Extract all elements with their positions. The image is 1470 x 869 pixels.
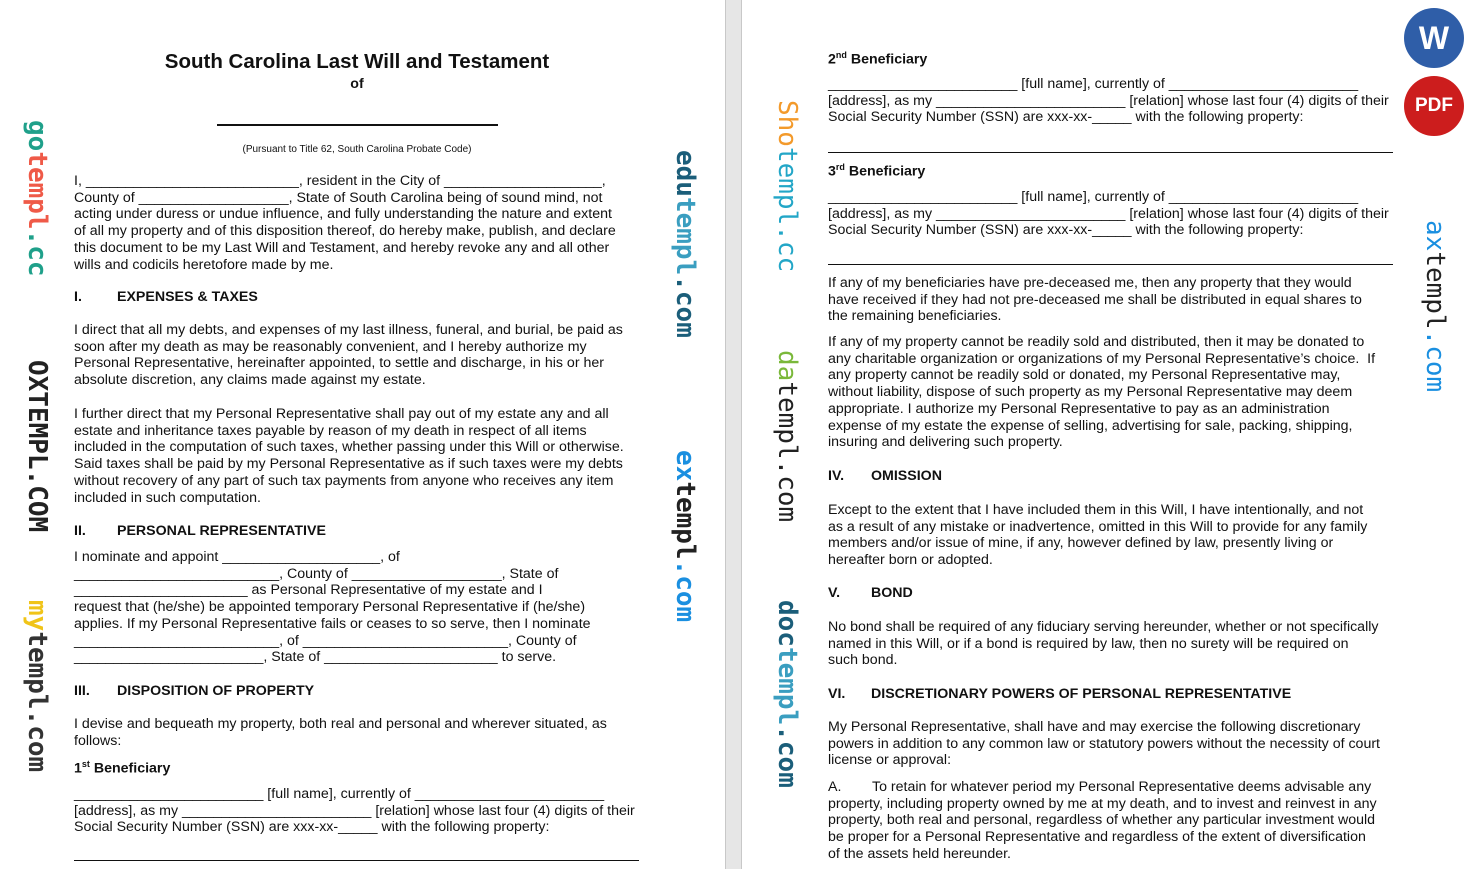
- s1p2-line: I further direct that my Personal Representative shall pay out of my estate any and all: [74, 406, 609, 422]
- intro-line: this document to be my Last Will and Testament, and hereby revoke any and all other: [74, 239, 610, 256]
- donation-line: without liability, dispose of such property as my Personal Representative may deem: [828, 384, 1353, 401]
- s2p1-line: ______________________ as Personal Representative of my estate and I: [74, 582, 543, 599]
- bond-line: named in this Will, or if a bond is required by law, then no surety will be required on: [828, 635, 1349, 652]
- item-a-number: A.: [828, 779, 842, 795]
- s3p1-line: I devise and bequeath my property, both real and personal and wherever situated, as: [74, 716, 607, 732]
- s1p1-line: soon after my death as may be reasonably convenient, and I hereby authorize my: [74, 338, 587, 355]
- s1p1-line: I direct that all my debts, and expenses of my last illness, funeral, and burial, be paid as: [74, 322, 623, 338]
- beneficiary-ord: 1: [74, 760, 82, 777]
- beneficiary-sup: rd: [835, 162, 845, 172]
- beneficiary-label: Beneficiary: [846, 51, 928, 68]
- beneficiary-label: Beneficiary: [844, 163, 926, 180]
- watermark-doctempl: doctempl.com: [772, 600, 802, 788]
- word-icon: W: [1418, 19, 1450, 56]
- subtitle: (Pursuant to Title 62, South Carolina Probate Code): [242, 144, 472, 155]
- pdf-icon: PDF: [1415, 95, 1453, 116]
- section-title: EXPENSES & TAXES: [117, 289, 258, 305]
- title-of: of: [350, 76, 364, 92]
- word-format-badge[interactable]: [1404, 8, 1464, 68]
- beneficiary-3-heading: [828, 162, 925, 180]
- watermark-oxtempl: OXTEMPL.COM: [22, 360, 52, 533]
- beneficiary-1-heading: [74, 759, 170, 777]
- s1p1-line: Personal Representative, hereinafter appointed, to settle and discharge, in his or her: [74, 355, 604, 372]
- section-personal-representative: [74, 523, 326, 539]
- ben1-line: [address], as my ________________________ [relation] whose last four (4) digits of their: [74, 802, 635, 819]
- item-a-line: property, both real and personal, regardless of whether any particular investment would: [828, 812, 1376, 829]
- page-gutter: [725, 0, 742, 869]
- omission-line: hereafter born or adopted.: [828, 552, 993, 569]
- section-number: II.: [74, 523, 86, 539]
- ben1-line: ________________________ [full name], currently of ________________________: [74, 786, 605, 802]
- donation-line: If any of my property cannot be readily sold and distributed, then it may be donated to: [828, 334, 1365, 350]
- section-expenses-taxes: [74, 289, 258, 305]
- name-line: [217, 124, 498, 126]
- ben3-line: ________________________ [full name], currently of ________________________: [828, 189, 1359, 205]
- s2p1-line: ________________________, State of ______________________ to serve.: [74, 649, 557, 666]
- section-number: I.: [74, 289, 82, 305]
- section-title: DISCRETIONARY POWERS OF PERSONAL REPRESENTATIVE: [871, 686, 1292, 702]
- watermark-edutempl: edutempl.com: [670, 150, 700, 338]
- item-a-line: To retain for whatever period my Personal Representative deems advisable any: [872, 779, 1372, 795]
- watermark-extempl: extempl.com: [670, 450, 700, 623]
- blank-line: [74, 860, 639, 861]
- ben3-line: Social Security Number (SSN) are xxx-xx-_____ with the following property:: [828, 222, 1304, 239]
- s1p2-line: included in such computation.: [74, 489, 261, 506]
- bond-line: No bond shall be required of any fiduciary serving hereunder, whether or not specifically: [828, 619, 1379, 635]
- item-a-line: property, including property owned by me at my death, and to invest and reinvest in any: [828, 795, 1377, 812]
- ben2-line: ________________________ [full name], currently of ________________________: [828, 76, 1359, 92]
- beneficiary-2-heading: [828, 50, 927, 68]
- intro-line: acting under duress or undue influence, and fully understanding the nature and extent: [74, 206, 612, 223]
- section-number: V.: [828, 585, 841, 601]
- omission-line: as a result of any mistake or inadvertence, omitted in this Will to provide for any family: [828, 518, 1368, 535]
- donation-line: any property cannot be readily sold or donated, my Personal Representative may,: [828, 367, 1341, 384]
- ben3-line: [address], as my ________________________ [relation] whose last four (4) digits of their: [828, 205, 1389, 222]
- s1p2-line: estate and inheritance taxes payable by reason of my death in respect of all items: [74, 422, 587, 439]
- beneficiary-ord: 3: [828, 163, 836, 180]
- beneficiary-sup: st: [81, 759, 90, 769]
- intro-line: of all my property and of this disposition thereof, do hereby make, publish, and declare: [74, 223, 616, 240]
- beneficiary-label: Beneficiary: [89, 760, 171, 777]
- item-a-line: of the assets held hereunder.: [828, 845, 1011, 862]
- beneficiary-ord: 2: [828, 51, 836, 68]
- bond-line: such bond.: [828, 652, 898, 669]
- document-title: South Carolina Last Will and Testament: [164, 50, 550, 73]
- predeceased-line: have received if they had not pre-deceased me shall be distributed in equal shares to: [828, 291, 1362, 308]
- item-a-line: be proper for a Personal Representative and regardless of the extent of diversification: [828, 829, 1366, 846]
- section-number: III.: [74, 683, 90, 699]
- omission-line: Except to the extent that I have included them in this Will, I have intentionally, and not: [828, 502, 1364, 518]
- donation-line: expense of my estate the expense of selling, advertising for sale, packing, shipping,: [828, 417, 1353, 434]
- predeceased-line: If any of my beneficiaries have pre-deceased me, then any property that they would: [828, 275, 1352, 291]
- s1p1-line: absolute discretion, any claims made against my estate.: [74, 372, 426, 389]
- section-bond: [828, 585, 913, 601]
- blank-line: [828, 152, 1393, 153]
- section-title: BOND: [871, 585, 913, 601]
- donation-line: insuring and delivering such property.: [828, 434, 1063, 451]
- section-disposition: [74, 683, 314, 699]
- section-discretionary-powers: [828, 686, 1291, 702]
- s2p1-line: __________________________, of __________________________, County of: [74, 632, 577, 649]
- intro-line: wills and codicils heretofore made by me.: [74, 256, 334, 273]
- donation-line: appropriate. I authorize my Personal Representative to pay as an administration: [828, 400, 1330, 417]
- donation-line: any charitable organization or organizations of my Personal Representative’s choice. If: [828, 350, 1376, 367]
- s3p1-line: follows:: [74, 732, 122, 749]
- section-title: PERSONAL REPRESENTATIVE: [117, 523, 326, 539]
- watermark-shotempl: Shotempl.cc: [772, 100, 802, 273]
- s2p1-line: __________________________, County of ___________________, State of: [74, 565, 559, 582]
- intro-line: I, ___________________________, resident in the City of ____________________,: [74, 173, 606, 189]
- pdf-format-badge[interactable]: [1404, 76, 1464, 136]
- watermark-gotempl: gotempl.cc: [22, 120, 52, 277]
- ben1-line: Social Security Number (SSN) are xxx-xx-_____ with the following property:: [74, 819, 550, 836]
- section-title: DISPOSITION OF PROPERTY: [117, 683, 315, 699]
- powers-line: license or approval:: [828, 752, 952, 769]
- section-title: OMISSION: [871, 468, 942, 484]
- watermark-datempl: datempl.com: [772, 350, 802, 523]
- powers-line: powers in addition to any common law or statutory powers without the necessity of court: [828, 735, 1381, 752]
- s2p1-line: applies. If my Personal Representative fails or ceases to so serve, then I nominate: [74, 615, 591, 632]
- beneficiary-sup: nd: [835, 50, 847, 60]
- s1p2-line: Said taxes shall be paid by my Personal Representative as if such taxes were my debts: [74, 456, 623, 473]
- s1p2-line: without recovery of any part of such tax payments from anyone who receives any item: [74, 472, 614, 489]
- powers-line: My Personal Representative, shall have and may exercise the following discretionary: [828, 719, 1361, 735]
- s2p1-line: request that (he/she) be appointed temporary Personal Representative if (he/she): [74, 599, 586, 616]
- blank-line: [828, 264, 1393, 265]
- intro-line: County of ___________________, State of South Carolina being of sound mind, not: [74, 189, 603, 206]
- predeceased-line: the remaining beneficiaries.: [828, 308, 1002, 325]
- omission-line: members and/or issue of mine, if any, however defined by law, presently living or: [828, 535, 1334, 552]
- section-omission: [828, 468, 942, 484]
- ben2-line: Social Security Number (SSN) are xxx-xx-_____ with the following property:: [828, 109, 1304, 126]
- section-number: VI.: [828, 686, 846, 702]
- s1p2-line: included in the computation of such taxes, whether passing under this Will or otherwise.: [74, 439, 624, 456]
- s2p1-line: I nominate and appoint ____________________, of: [74, 549, 400, 565]
- ben2-line: [address], as my ________________________ [relation] whose last four (4) digits of their: [828, 92, 1389, 109]
- watermark-axtempl: axtempl.com: [1420, 220, 1450, 393]
- section-number: IV.: [828, 468, 845, 484]
- watermark-mytempl: mytempl.com: [22, 600, 52, 773]
